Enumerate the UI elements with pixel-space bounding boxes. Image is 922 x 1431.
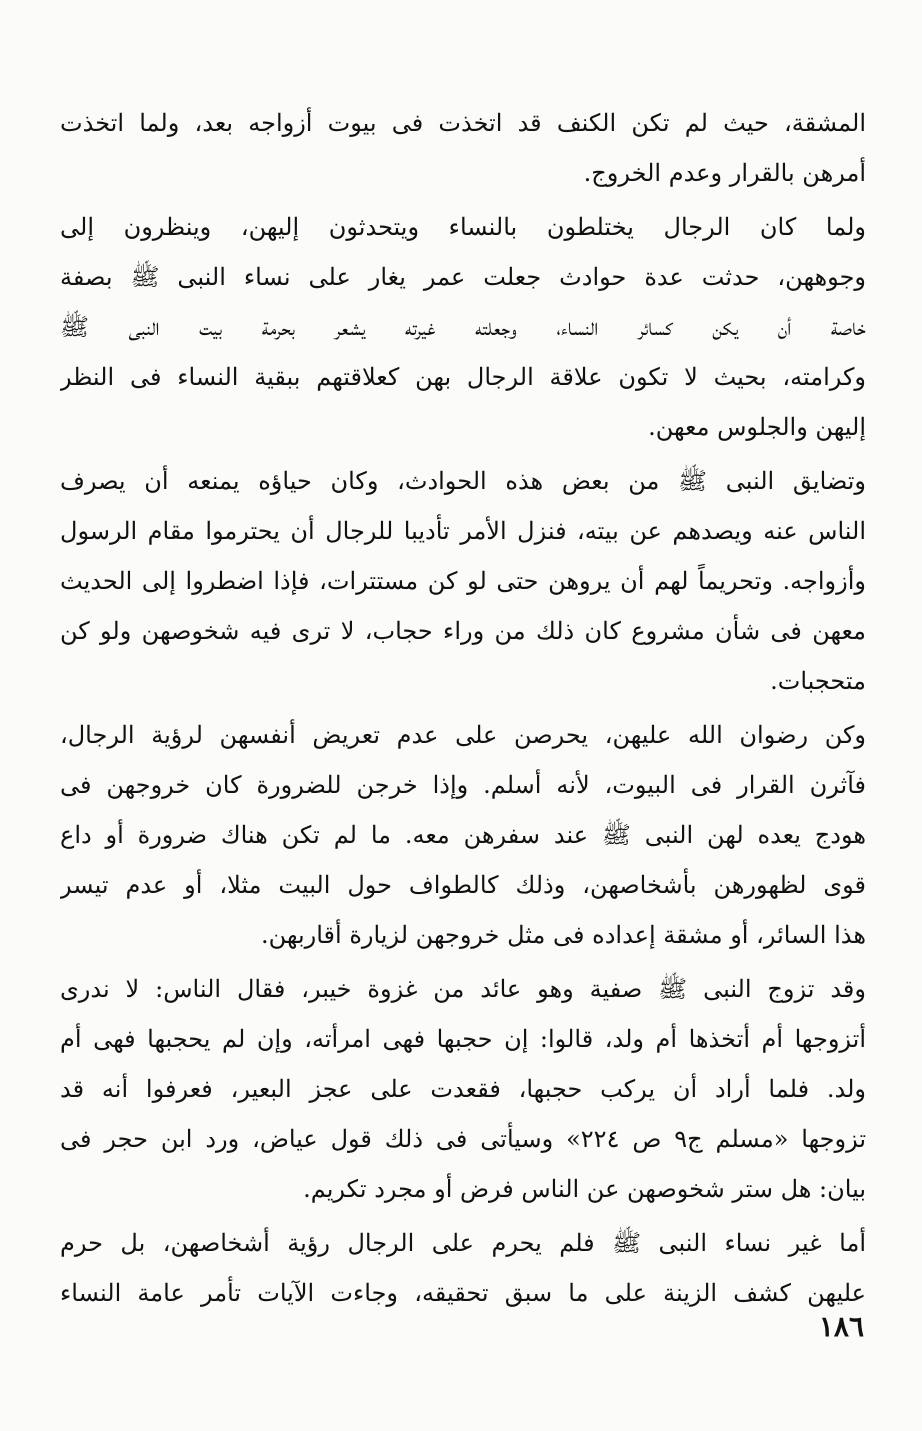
text-line: تزوجها «مسلم ج٩ ص ٢٢٤» وسيأتى فى ذلك قول عياض، ورد ابن حجر فى [60, 1125, 866, 1153]
paragraph [60, 202, 866, 452]
paragraph [60, 964, 866, 1214]
text-line: ولد. فلما أراد أن يركب حجبها، فقعدت على عجز البعير، فعرفوا أنه قد [60, 1075, 866, 1103]
text-line: وقد تزوج النبى ﷺ صفية وهو عائد من غزوة خيبر، فقال الناس: لا ندرى [60, 975, 866, 1003]
text-line: إليهن والجلوس معهن. [648, 413, 866, 441]
text-line: خاصة أن يكن كسائر النساء، وجعلته غيرته يشعر بحرمة بيت النبى ﷺ [60, 313, 866, 341]
paragraph [60, 456, 866, 706]
text-line: وكن رضوان الله عليهن، يحرصن على عدم تعريض أنفسهن لرؤية الرجال، [60, 721, 866, 749]
paragraph [60, 710, 866, 960]
text-line: عليهن كشف الزينة على ما سبق تحقيقه، وجاءت الآيات تأمر عامة النساء [60, 1279, 866, 1307]
text-line: وجوههن، حدثت عدة حوادث جعلت عمر يغار على نساء النبى ﷺ بصفة [60, 263, 866, 291]
text-line: أما غير نساء النبى ﷺ فلم يحرم على الرجال رؤية أشخاصهن، بل حرم [60, 1229, 866, 1257]
text-line: الناس عنه ويصدهم عن بيته، فنزل الأمر تأديبا للرجال أن يحترموا مقام الرسول [60, 517, 866, 545]
page-number: ١٨٦ [818, 1310, 864, 1343]
text-line: بيان: هل ستر شخوصهن عن الناس فرض أو مجرد تكريم. [303, 1175, 866, 1203]
text-line: أتزوجها أم أتخذها أم ولد، قالوا: إن حجبها فهى امرأته، وإن لم يحجبها فهى أم [60, 1025, 866, 1053]
text-line: هودج يعده لهن النبى ﷺ عند سفرهن معه. ما لم تكن هناك ضرورة أو داع [60, 821, 866, 849]
text-line: هذا السائر، أو مشقة إعداده فى مثل خروجهن لزيارة أقاربهن. [261, 921, 866, 949]
paragraph [60, 98, 866, 198]
text-line: متحجبات. [770, 667, 866, 695]
text-line: وتضايق النبى ﷺ من بعض هذه الحوادث، وكان حياؤه يمنعه أن يصرف [60, 467, 866, 495]
paragraph [60, 1218, 866, 1318]
text-line: فآثرن القرار فى البيوت، لأنه أسلم. وإذا خرجن للضرورة كان خروجهن فى [60, 771, 866, 799]
text-line: وأزواجه. وتحريماً لهم أن يروهن حتى لو كن مستترات، فإذا اضطروا إلى الحديث [60, 567, 866, 595]
text-line: المشقة، حيث لم تكن الكنف قد اتخذت فى بيوت أزواجه بعد، ولما اتخذت [60, 109, 866, 137]
text-line: معهن فى شأن مشروع كان ذلك من وراء حجاب، لا ترى فيه شخوصهن ولو كن [60, 617, 866, 645]
body-text [60, 98, 866, 1318]
text-line: وكرامته، بحيث لا تكون علاقة الرجال بهن كعلاقتهم ببقية النساء فى النظر [60, 363, 866, 391]
text-line: أمرهن بالقرار وعدم الخروج. [583, 159, 866, 187]
text-line: قوى لظهورهن بأشخاصهن، وذلك كالطواف حول البيت مثلا، أو عدم تيسر [60, 871, 866, 899]
text-line: ولما كان الرجال يختلطون بالنساء ويتحدثون إليهن، وينظرون إلى [60, 213, 866, 241]
